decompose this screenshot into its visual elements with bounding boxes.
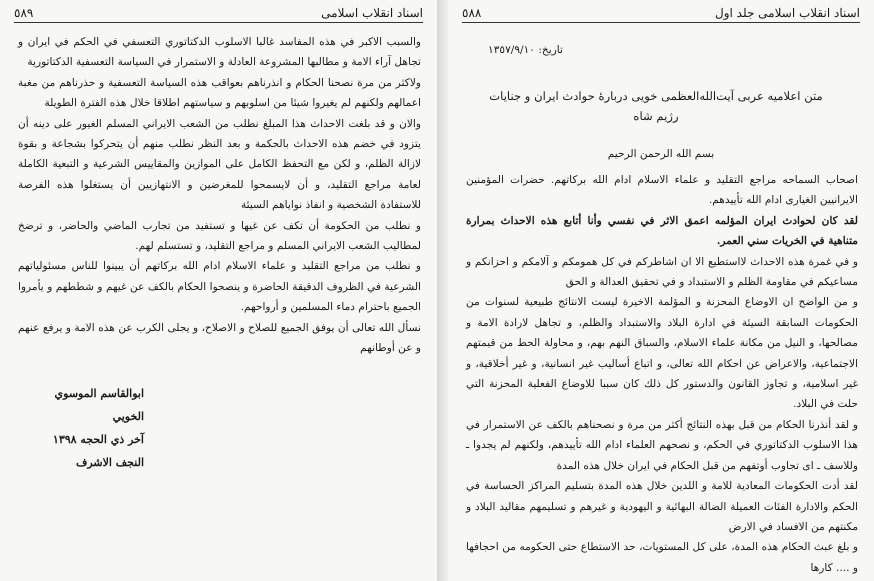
right-page-title: اسناد انقلاب اسلامی جلد اول — [715, 6, 860, 20]
paragraph: و لقد أنذرنا الحكام من قبل بهذه النتائج أكثر من مرة و نصحناهم بالكف عن الاستمرار في هذا الاسلوب الدكتاتوري في الحكم، و نصحهم العلماء ادام الله تأييدهم، ولكنهم لم يجدوا ـ وللاسف ـ اى تجاوب أوتفهم من قبل الحكام في ايران خلال هذه المدة — [466, 418, 858, 472]
paragraph: والسبب الاكبر في هذه المفاسد غالبا الاسلوب الدكتاتوري التعسفي في الحكم في ايران و تجاهل آراء الامة و مطالبها المشروعة العادلة و الاستمرار في السياسة التعسفية الدكتاتورية — [18, 36, 421, 69]
right-page-number: ٥٨٨ — [462, 6, 482, 20]
paragraph: لقد كان لحوادث ايران المؤلمه اعمق الاثر في نفسي وأنا أتابع هذه الاحداث بمرارة متناهية في الخريات سني العمر. — [466, 214, 858, 248]
right-page — [448, 0, 874, 581]
left-page-number: ٥٨٩ — [14, 6, 34, 20]
paragraph: و من الواضح ان الاوضاع المحزنة و المؤلمة الاخيرة ليست الانتائج طبيعية لسنوات من الحكومات السابقة السيئة في ادارة البلاد والاستبداد والظلم، و تجاهل لارادة الامة و مصالحها، و النيل من مكانة علماء الاسلام، والسباق النهم بهم، و محاولة الحط من قيمتهم الاجتماعية، والاعراض عن احكام الله تعالى، و اتباع أساليب غير انسانية، و غير أخلاقية، و غير اسلامية، و تجاوز القانون والدستور كل ذلك كان سببا للاوضاع الفعلية المحزنة التي حلت في البلاد. — [466, 296, 858, 411]
signature-block — [24, 382, 144, 474]
left-page-header — [14, 4, 423, 23]
paragraph: نسأل الله تعالى أن يوفق الجميع للصلاح و الاصلاح، و يجلى الكرب عن هذه الامة و يرفع عنهم و عن أوطانهم — [18, 321, 421, 355]
document-date: تاريخ: ١٣٥٧/٩/١٠ — [488, 44, 563, 56]
paragraph: لقد أدت الحكومات المعادية للامة و اللدين خلال هذه المدة بتسليم المراكز الحساسة في الحكم والادارة الفئات العميلة الضالة البهائية و اليهودية و غيرهم و تسليمهم مقاليد البلاد و مكنتهم من الافساد في الارض — [466, 480, 858, 533]
document-title — [468, 86, 844, 126]
paragraph: ولاكثر من مرة نصحنا الحكام و انذرناهم بعواقب هذه السياسة التعسفية و حذرناهم من مغبة اعمالهم ولكنهم لم يغيروا شيئا من اسلوبهم و سياستهم اطلاقا خلال هذه الفترة الطويلة — [18, 76, 421, 110]
paragraph: اصحاب السماحه مراجع التقليد و علماء الاسلام ادام الله بركاتهم. حضرات المؤمنين الايرانيين الغيارى ادام الله تأييدهم. — [466, 174, 858, 207]
document-title-line: رژیم شاه — [633, 109, 679, 123]
right-page-header — [462, 4, 860, 23]
right-page-body — [466, 170, 858, 578]
basmala: بسم الله الرحمن الرحيم — [607, 148, 715, 160]
signature-place: النجف الاشرف — [75, 456, 144, 469]
document-title-line: متن اعلامیه عربی آیت‌الله‌العظمی خویی دربارهٔ حوادث ایران و جنایات — [489, 89, 823, 103]
paragraph: و نطلب من مراجع التقليد و علماء الاسلام ادام الله بركاتهم أن يبينوا للناس مسئولياتهم الشرعية في الظروف الدقيقة الحاضرة و ينصحوا الحكام بالكف عن غيهم و شططهم و يأمروا الجميع باحترام دماء المسلمين و أرواحهم. — [18, 260, 421, 314]
paragraph: والان و قد بلغت الاحداث هذا المبلغ نطلب من الشعب الايراني المسلم الغيور على دينه أن يتزود في خضم هذه الاحداث بالحكمة و بعد النظر نطلب منهم أن يتحركوا بشجاعة و بقوة لازالة الظلم، و لكن مع التحفظ الكامل على الموازين والمقاييس الشرعية و التبعية الكاملة لعامة مراجع التقليد، و أن لايسمحوا للمغرضين و الانتهازيين أن يستغلوا هذه الفرصة للاستفادة الشخصية و انفاذ نواياهم السيئة — [18, 117, 421, 212]
signature-name: ابوالقاسم الموسوي الخويي — [54, 387, 144, 423]
left-page-title: اسناد انقلاب اسلامی — [321, 6, 423, 20]
left-page-body — [18, 32, 421, 359]
paragraph: و بلغ عبث الحكام هذه المدة، على كل المستويات، حد الاستطاع حتى الحكومه من احجافها و .... كارها — [466, 541, 858, 574]
book-gutter — [437, 0, 448, 581]
paragraph: و في غمرة هذه الاحداث لااستطيع الا ان اشاطركم في كل همومكم و آلامكم و احزانكم و مساعيكم في مقاومة الظلم و الاستبداد و في تحقيق العدالة و الحق — [466, 255, 858, 289]
signature-date: آخر ذي الحجه ١٣٩٨ — [52, 433, 144, 446]
paragraph: و نطلب من الحكومة أن تكف عن غيها و تستفيد من تجارب الماضي والحاضر، و ترضخ لمطاليب الشعب الايراني المسلم و مراجع التقليد، و تستسلم لهم. — [18, 219, 421, 253]
